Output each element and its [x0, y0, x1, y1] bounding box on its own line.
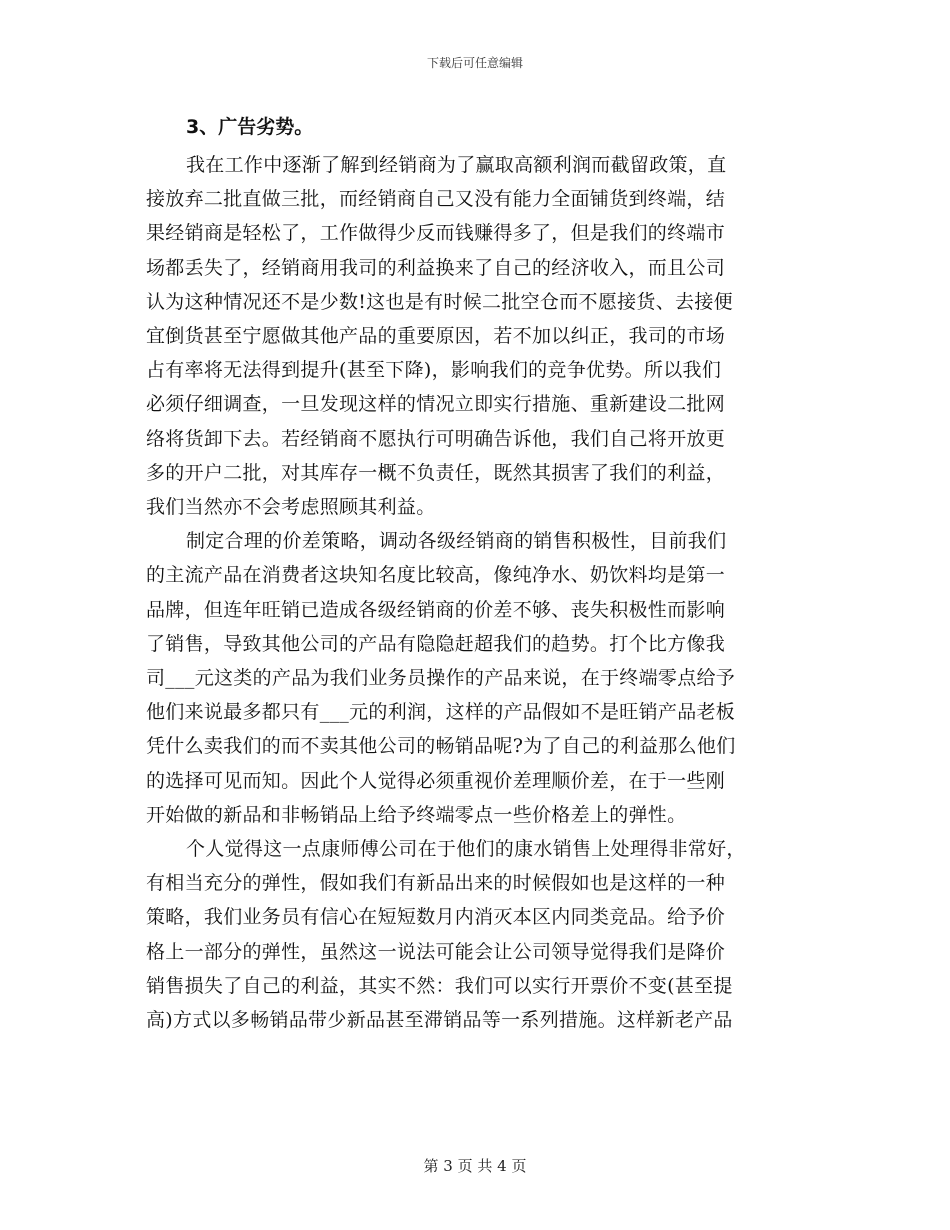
paragraph-line: 格上一部分的弹性，虽然这一说法可能会让公司领导觉得我们是降价: [146, 940, 726, 963]
paragraph-line: 他们来说最多都只有___元的利润，这样的产品假如不是旺销产品老板: [146, 701, 736, 724]
paragraph-line: 开始做的新品和非畅销品上给予终端零点一些价格差上的弹性。: [146, 803, 687, 826]
paragraph-line: 有相当充分的弹性，假如我们有新品出来的时候假如也是这样的一种: [146, 872, 726, 895]
paragraph-line: 个人觉得这一点康师傅公司在于他们的康水销售上处理得非常好，: [186, 838, 746, 861]
paragraph-line: 司___元这类的产品为我们业务员操作的产品来说，在于终端零点给予: [146, 667, 736, 690]
paragraph: [146, 524, 806, 832]
paragraph-line: 果经销商是轻松了，工作做得少反而钱赚得多了，但是我们的终端市: [146, 222, 726, 245]
paragraph-line: 凭什么卖我们的而不卖其他公司的畅销品呢?为了自己的利益那么他们: [146, 735, 736, 758]
paragraph-line: 占有率将无法得到提升(甚至下降)，影响我们的竞争优势。所以我们: [146, 359, 722, 382]
paragraph-line: 了销售，导致其他公司的产品有隐隐赶超我们的趋势。打个比方像我: [146, 632, 726, 655]
paragraph-line: 的选择可见而知。因此个人觉得必须重视价差理顺价差，在于一些刚: [146, 769, 726, 792]
document-body: [146, 108, 806, 1037]
page-header: 下载后可任意编辑: [426, 56, 523, 70]
paragraph-line: 多的开户二批，对其库存一概不负责任，既然其损害了我们的利益，: [146, 461, 726, 484]
paragraph-line: 络将货卸下去。若经销商不愿执行可明确告诉他，我们自己将开放更: [146, 427, 726, 450]
paragraph-line: 认为这种情况还不是少数!这也是有时候二批空仓而不愿接货、去接便: [146, 290, 733, 313]
paragraph-line: 制定合理的价差策略，调动各级经销商的销售积极性，目前我们: [186, 530, 727, 553]
page-footer: 第 3 页 共 4 页: [423, 1157, 527, 1175]
paragraph-line: 销售损失了自己的利益，其实不然：我们可以实行开票价不变(甚至提: [146, 974, 733, 997]
paragraph-line: 的主流产品在消费者这块知名度比较高，像纯净水、奶饮料均是第一: [146, 564, 726, 587]
paragraph-line: 必须仔细调查，一旦发现这样的情况立即实行措施、重新建设二批网: [146, 393, 726, 416]
paragraph-container: [146, 148, 806, 1037]
paragraph-line: 品牌，但连年旺销已造成各级经销商的价差不够、丧失积极性而影响: [146, 598, 726, 621]
paragraph-line: 我们当然亦不会考虑照顾其利益。: [146, 496, 436, 519]
paragraph: [146, 832, 806, 1037]
paragraph-line: 高)方式以多畅销品带少新品甚至滞销品等一系列措施。这样新老产品: [146, 1009, 733, 1032]
paragraph-line: 我在工作中逐渐了解到经销商为了赢取高额利润而截留政策，直: [186, 154, 727, 176]
paragraph-line: 宜倒货甚至宁愿做其他产品的重要原因，若不加以纠正，我司的市场: [146, 325, 726, 348]
section-heading: 3、广告劣势。: [186, 116, 314, 138]
paragraph-line: 策略，我们业务员有信心在短短数月内消灭本区内同类竞品。给予价: [146, 906, 726, 929]
paragraph: [146, 148, 806, 524]
paragraph-line: 接放弃二批直做三批，而经销商自己又没有能力全面铺货到终端，结: [146, 188, 726, 211]
paragraph-line: 场都丢失了，经销商用我司的利益换来了自己的经济收入，而且公司: [146, 256, 726, 279]
